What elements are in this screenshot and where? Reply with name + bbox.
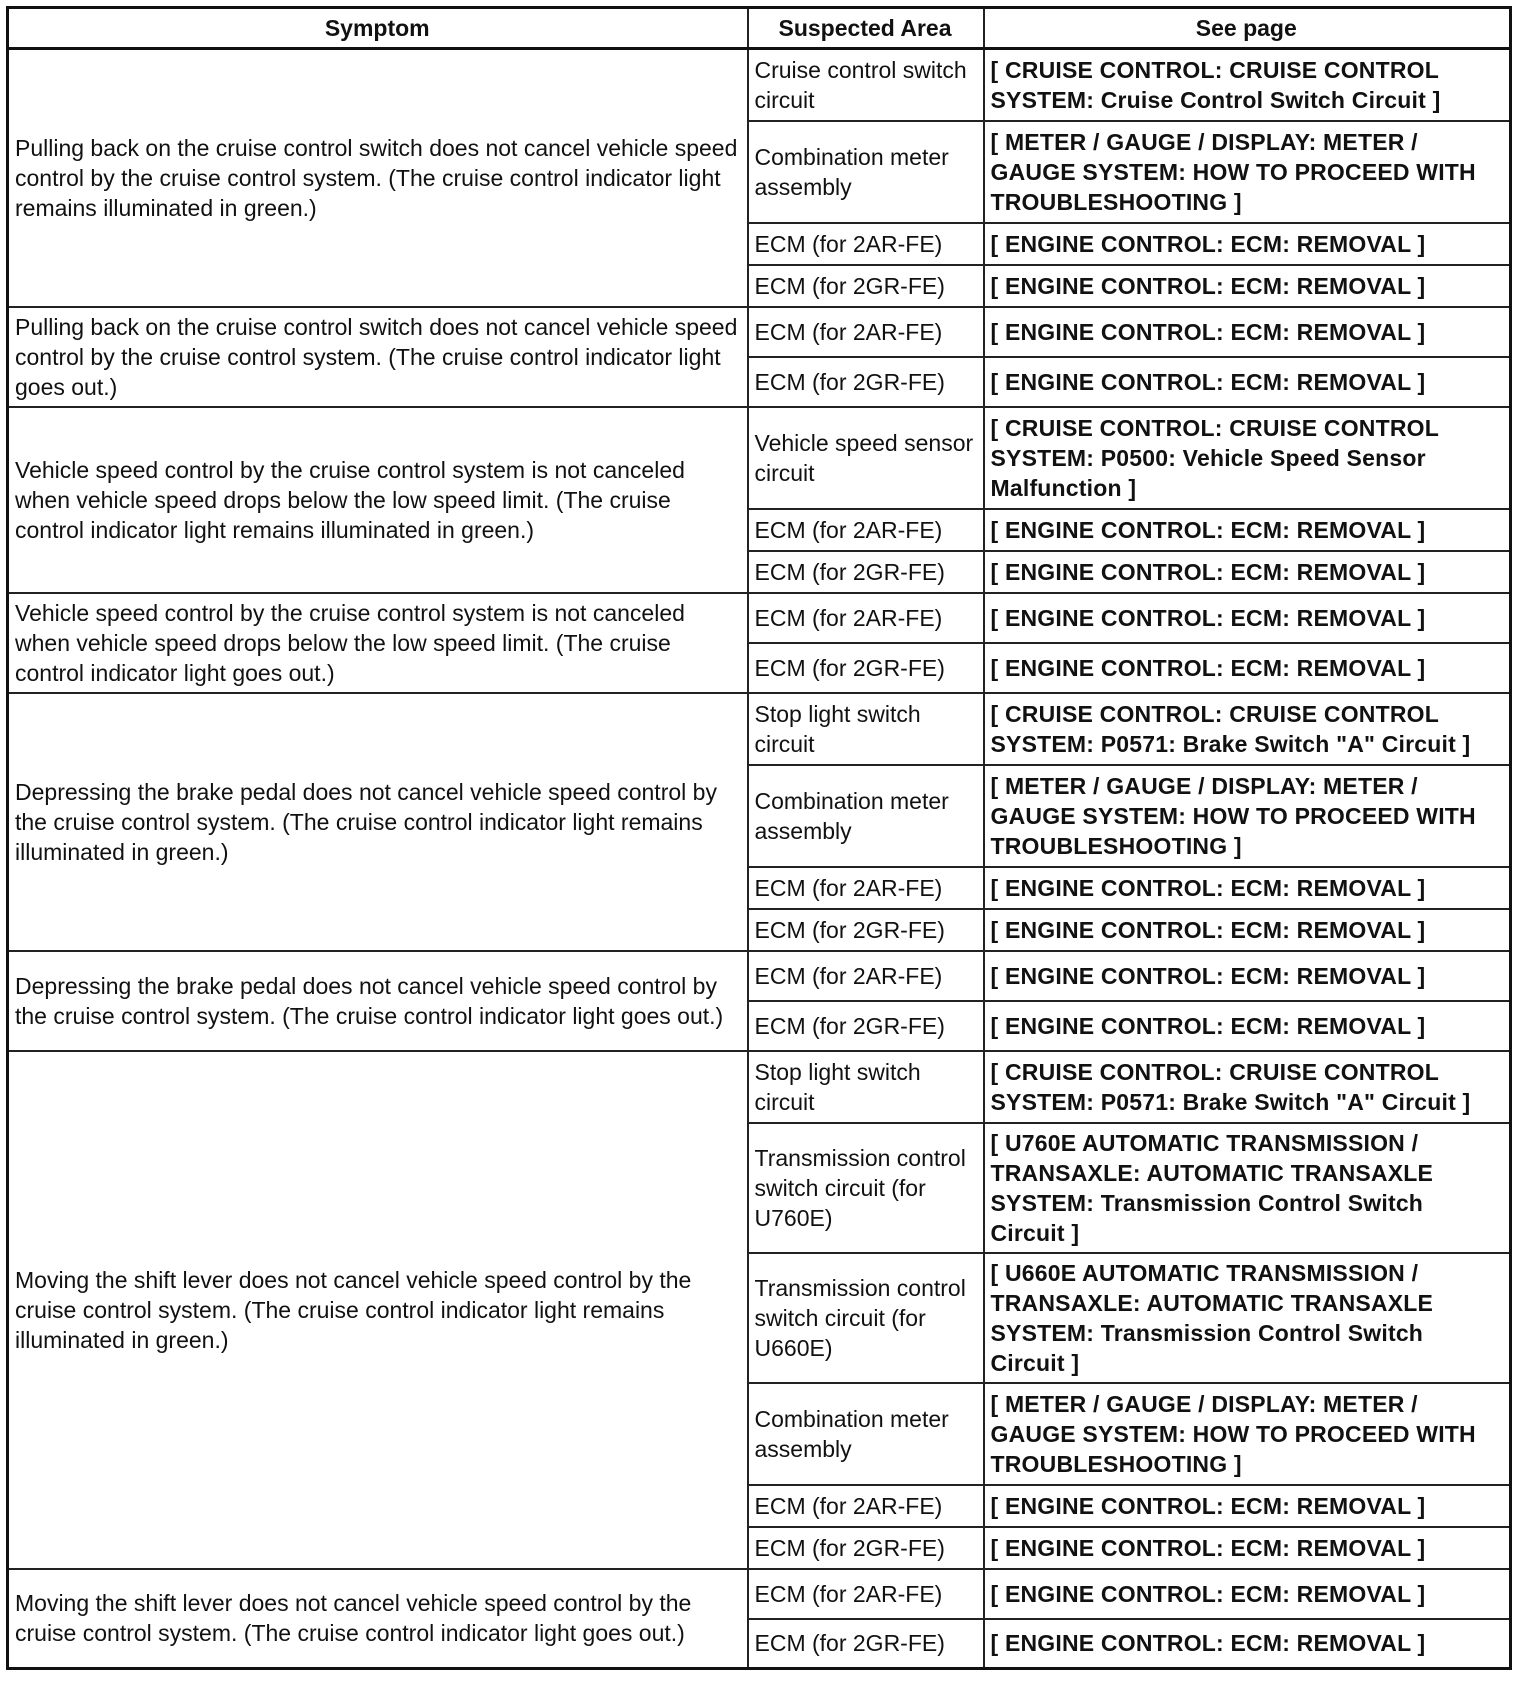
suspected-area-cell: Stop light switch circuit bbox=[748, 1051, 984, 1123]
see-page-reference-cell: [ ENGINE CONTROL: ECM: REMOVAL ] bbox=[984, 307, 1511, 357]
see-page-reference-cell: [ ENGINE CONTROL: ECM: REMOVAL ] bbox=[984, 551, 1511, 593]
see-page-reference-cell: [ ENGINE CONTROL: ECM: REMOVAL ] bbox=[984, 1485, 1511, 1527]
see-page-reference-cell: [ ENGINE CONTROL: ECM: REMOVAL ] bbox=[984, 1527, 1511, 1569]
see-page-reference-cell: [ ENGINE CONTROL: ECM: REMOVAL ] bbox=[984, 909, 1511, 951]
symptom-cell: Moving the shift lever does not cancel vehicle speed control by the cruise control system. (The cruise control indicator light goes out.) bbox=[8, 1569, 748, 1669]
see-page-reference-cell: [ CRUISE CONTROL: CRUISE CONTROL SYSTEM: Cruise Control Switch Circuit ] bbox=[984, 49, 1511, 121]
suspected-area-cell: ECM (for 2GR-FE) bbox=[748, 1619, 984, 1669]
suspected-area-cell: Vehicle speed sensor circuit bbox=[748, 407, 984, 509]
symptom-cell: Pulling back on the cruise control switch does not cancel vehicle speed control by the cruise control system. (The cruise control indicator light goes out.) bbox=[8, 307, 748, 407]
symptom-cell: Depressing the brake pedal does not cancel vehicle speed control by the cruise control system. (The cruise control indicator light goes out.) bbox=[8, 951, 748, 1051]
suspected-area-cell: Transmission control switch circuit (for U760E) bbox=[748, 1123, 984, 1253]
table-body bbox=[8, 49, 1511, 1669]
see-page-reference-cell: [ U660E AUTOMATIC TRANSMISSION / TRANSAXLE: AUTOMATIC TRANSAXLE SYSTEM: Transmission Control Switch Circuit ] bbox=[984, 1253, 1511, 1383]
symptom-cell: Vehicle speed control by the cruise control system is not canceled when vehicle speed drops below the low speed limit. (The cruise control indicator light goes out.) bbox=[8, 593, 748, 693]
table-row bbox=[8, 407, 1511, 509]
see-page-reference-cell: [ CRUISE CONTROL: CRUISE CONTROL SYSTEM: P0500: Vehicle Speed Sensor Malfunction ] bbox=[984, 407, 1511, 509]
suspected-area-cell: ECM (for 2GR-FE) bbox=[748, 1527, 984, 1569]
suspected-area-cell: ECM (for 2AR-FE) bbox=[748, 1569, 984, 1619]
see-page-reference-cell: [ CRUISE CONTROL: CRUISE CONTROL SYSTEM: P0571: Brake Switch "A" Circuit ] bbox=[984, 1051, 1511, 1123]
symptom-cell: Depressing the brake pedal does not cancel vehicle speed control by the cruise control system. (The cruise control indicator light remains illuminated in green.) bbox=[8, 693, 748, 951]
suspected-area-cell: ECM (for 2GR-FE) bbox=[748, 265, 984, 307]
header-symptom: Symptom bbox=[8, 8, 748, 49]
table-row bbox=[8, 307, 1511, 357]
suspected-area-cell: ECM (for 2AR-FE) bbox=[748, 509, 984, 551]
see-page-reference-cell: [ ENGINE CONTROL: ECM: REMOVAL ] bbox=[984, 867, 1511, 909]
table-header-row bbox=[8, 8, 1511, 49]
see-page-reference-cell: [ ENGINE CONTROL: ECM: REMOVAL ] bbox=[984, 1001, 1511, 1051]
see-page-reference-cell: [ ENGINE CONTROL: ECM: REMOVAL ] bbox=[984, 357, 1511, 407]
suspected-area-cell: ECM (for 2GR-FE) bbox=[748, 1001, 984, 1051]
see-page-reference-cell: [ ENGINE CONTROL: ECM: REMOVAL ] bbox=[984, 509, 1511, 551]
suspected-area-cell: ECM (for 2AR-FE) bbox=[748, 307, 984, 357]
header-see-page: See page bbox=[984, 8, 1511, 49]
suspected-area-cell: Combination meter assembly bbox=[748, 765, 984, 867]
suspected-area-cell: ECM (for 2AR-FE) bbox=[748, 223, 984, 265]
see-page-reference-cell: [ ENGINE CONTROL: ECM: REMOVAL ] bbox=[984, 223, 1511, 265]
table-row bbox=[8, 951, 1511, 1001]
table-row bbox=[8, 593, 1511, 643]
symptom-cell: Moving the shift lever does not cancel vehicle speed control by the cruise control system. (The cruise control indicator light remains illuminated in green.) bbox=[8, 1051, 748, 1569]
suspected-area-cell: Transmission control switch circuit (for U660E) bbox=[748, 1253, 984, 1383]
table-row bbox=[8, 1051, 1511, 1123]
see-page-reference-cell: [ CRUISE CONTROL: CRUISE CONTROL SYSTEM: P0571: Brake Switch "A" Circuit ] bbox=[984, 693, 1511, 765]
table-row bbox=[8, 49, 1511, 121]
see-page-reference-cell: [ ENGINE CONTROL: ECM: REMOVAL ] bbox=[984, 951, 1511, 1001]
suspected-area-cell: Combination meter assembly bbox=[748, 1383, 984, 1485]
symptom-cell: Pulling back on the cruise control switch does not cancel vehicle speed control by the cruise control system. (The cruise control indicator light remains illuminated in green.) bbox=[8, 49, 748, 307]
see-page-reference-cell: [ METER / GAUGE / DISPLAY: METER / GAUGE SYSTEM: HOW TO PROCEED WITH TROUBLESHOOTING ] bbox=[984, 121, 1511, 223]
table-row bbox=[8, 693, 1511, 765]
suspected-area-cell: ECM (for 2GR-FE) bbox=[748, 643, 984, 693]
suspected-area-cell: ECM (for 2GR-FE) bbox=[748, 909, 984, 951]
see-page-reference-cell: [ ENGINE CONTROL: ECM: REMOVAL ] bbox=[984, 1569, 1511, 1619]
suspected-area-cell: ECM (for 2AR-FE) bbox=[748, 1485, 984, 1527]
symptom-cell: Vehicle speed control by the cruise control system is not canceled when vehicle speed drops below the low speed limit. (The cruise control indicator light remains illuminated in green.) bbox=[8, 407, 748, 593]
troubleshooting-table-container bbox=[6, 6, 1509, 1670]
see-page-reference-cell: [ U760E AUTOMATIC TRANSMISSION / TRANSAXLE: AUTOMATIC TRANSAXLE SYSTEM: Transmission Control Switch Circuit ] bbox=[984, 1123, 1511, 1253]
suspected-area-cell: Combination meter assembly bbox=[748, 121, 984, 223]
table-row bbox=[8, 1569, 1511, 1619]
suspected-area-cell: ECM (for 2AR-FE) bbox=[748, 593, 984, 643]
see-page-reference-cell: [ ENGINE CONTROL: ECM: REMOVAL ] bbox=[984, 643, 1511, 693]
see-page-reference-cell: [ METER / GAUGE / DISPLAY: METER / GAUGE SYSTEM: HOW TO PROCEED WITH TROUBLESHOOTING ] bbox=[984, 765, 1511, 867]
symptom-table bbox=[6, 6, 1512, 1670]
suspected-area-cell: Stop light switch circuit bbox=[748, 693, 984, 765]
suspected-area-cell: ECM (for 2GR-FE) bbox=[748, 357, 984, 407]
suspected-area-cell: ECM (for 2GR-FE) bbox=[748, 551, 984, 593]
see-page-reference-cell: [ ENGINE CONTROL: ECM: REMOVAL ] bbox=[984, 1619, 1511, 1669]
header-suspected-area: Suspected Area bbox=[748, 8, 984, 49]
see-page-reference-cell: [ ENGINE CONTROL: ECM: REMOVAL ] bbox=[984, 593, 1511, 643]
see-page-reference-cell: [ METER / GAUGE / DISPLAY: METER / GAUGE SYSTEM: HOW TO PROCEED WITH TROUBLESHOOTING ] bbox=[984, 1383, 1511, 1485]
suspected-area-cell: ECM (for 2AR-FE) bbox=[748, 867, 984, 909]
suspected-area-cell: ECM (for 2AR-FE) bbox=[748, 951, 984, 1001]
suspected-area-cell: Cruise control switch circuit bbox=[748, 49, 984, 121]
see-page-reference-cell: [ ENGINE CONTROL: ECM: REMOVAL ] bbox=[984, 265, 1511, 307]
